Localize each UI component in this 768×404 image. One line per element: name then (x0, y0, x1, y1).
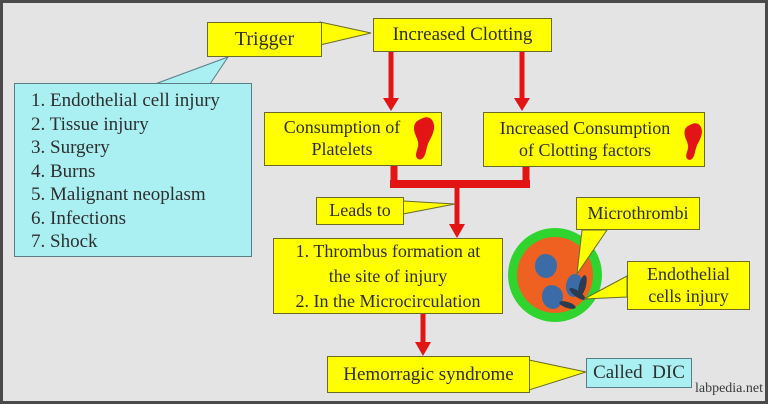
consumption-platelets-line1: Consumption of (283, 117, 401, 138)
thrombus-formation-box (273, 238, 503, 314)
called-dic-box (586, 358, 692, 388)
thrombus-line2: the site of injury (328, 265, 448, 286)
microthrombi-box (576, 197, 700, 230)
microthrombi-label: Microthrombi (587, 202, 689, 223)
leads-to-label: Leads to (329, 200, 391, 221)
leads-to-callout-tail (403, 201, 455, 214)
endothelial-injury-box (627, 261, 750, 310)
trigger-callout-tail (320, 22, 371, 45)
endothelial-line2: cells injury (648, 285, 729, 306)
trigger-label: Trigger (234, 28, 295, 51)
trigger-box (207, 22, 322, 57)
hemorragic-callout-tail (529, 360, 586, 390)
increased-clotting-box (373, 18, 552, 52)
cause-item: 2. Tissue injury (31, 113, 149, 135)
consumption-platelets-line2: Platelets (311, 139, 373, 159)
endothelial-callout-tail (584, 276, 627, 299)
clotting-factors-box (483, 112, 705, 167)
arrowhead-to-thrombus (449, 224, 465, 238)
cause-item: 6. Infections (31, 207, 126, 229)
cause-item: 5. Malignant neoplasm (31, 184, 206, 205)
clotting-factor-drop-icon (681, 122, 707, 164)
arrowhead-to-hemorragic (415, 342, 431, 356)
hemorragic-label: Hemorragic syndrome (343, 363, 514, 385)
hemorragic-syndrome-box (327, 356, 530, 393)
leads-to-box (316, 197, 404, 225)
watermark: labpedia.net (694, 381, 763, 396)
thrombus-line3: 2. In the Microcirculation (295, 290, 481, 311)
causes-list (14, 83, 252, 257)
microthrombi-callout-tail (577, 230, 607, 274)
thrombus-line1: 1. Thrombus formation at (295, 240, 481, 261)
arrowhead-to-platelets (383, 98, 399, 111)
causes-callout-tail (155, 57, 228, 84)
cause-item: 7. Shock (31, 231, 98, 252)
clotting-factors-line1: Increased Consumption (499, 117, 671, 138)
platelet-drop-icon (410, 116, 440, 164)
increased-clotting-label: Increased Clotting (392, 24, 533, 46)
arrowhead-to-factors (514, 98, 530, 111)
cause-item: 4. Burns (31, 160, 96, 182)
endothelial-line1: Endothelial (647, 263, 730, 284)
cause-item: 3. Surgery (31, 137, 110, 158)
cause-item: 1. Endothelial cell injury (31, 90, 220, 111)
clotting-factors-line2: of Clotting factors (519, 139, 651, 160)
called-dic-label: Called DIC (593, 362, 685, 383)
